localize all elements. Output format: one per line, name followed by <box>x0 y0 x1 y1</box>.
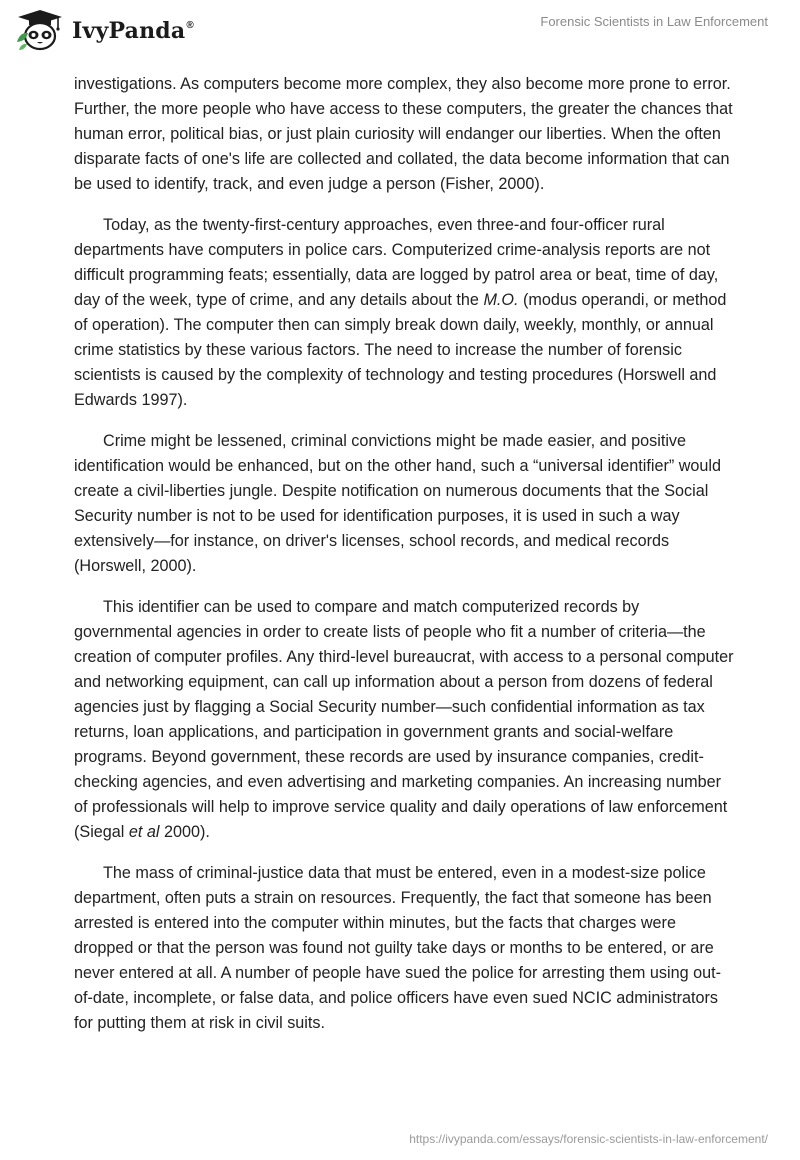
panda-graduate-icon <box>14 8 66 54</box>
paragraph-3: Crime might be lessened, criminal convictions might be made easier, and positive identification would be enhanced, but on the other hand, such a “universal identifier” would create a civil-liberties jungle. Despite notification on numerous documents that the Social Security number is not to be used for identification purposes, it is used in such a way extensively—for instance, on driver's licenses, school records, and medical records (Horswell, 2000). <box>74 432 722 575</box>
paragraph-5: The mass of criminal-justice data that must be entered, even in a modest-size police department, often puts a strain on resources. Frequently, the fact that someone has been arrested is entered into the computer within minutes, but the facts that charges were dropped or that the person was found not guilty take days or months to be entered, or are never entered at all. A number of people have sued the police for arresting them using out-of-date, incomplete, or false data, and police officers have even sued NCIC administrators for putting them at risk in civil suits. <box>74 864 722 1032</box>
et-al-term: et al <box>128 823 160 841</box>
registered-mark: ® <box>186 20 194 31</box>
page-header <box>0 0 800 62</box>
source-url-link[interactable]: https://ivypanda.com/essays/forensic-scientists-in-law-enforcement/ <box>409 1132 768 1146</box>
mo-term: M.O. <box>483 291 519 309</box>
ivypanda-logo[interactable] <box>14 8 194 54</box>
brand-name: IvyPanda® <box>72 18 194 44</box>
paragraph-2: Today, as the twenty-first-century approaches, even three-and four-officer rural departments have computers in police cars. Computerized crime-analysis reports are not difficult programming feats; essentially, data are logged by patrol area or beat, time of day, day of the week, type of crime, and any details about the M.O. (modus operandi, or method of operation). The computer then can simply break down daily, weekly, monthly, or annual crime statistics by these various factors. The need to increase the number of forensic scientists is caused by the complexity of technology and testing procedures (Horswell and Edwards 1997). <box>74 216 727 409</box>
document-title: Forensic Scientists in Law Enforcement <box>540 14 768 29</box>
essay-body <box>74 72 734 1052</box>
paragraph-1: investigations. As computers become more complex, they also become more prone to error. Further, the more people who have access to these computers, the greater the chances that human error, political bias, or just plain curiosity will endanger our liberties. When the often disparate facts of one's life are collected and collated, the data become information that can be used to identify, track, and even judge a person (Fisher, 2000). <box>74 75 733 193</box>
paragraph-4: This identifier can be used to compare and match computerized records by governmental agencies in order to create lists of people who fit a number of criteria—the creation of computer profiles. Any third-level bureaucrat, with access to a personal computer and networking equipment, can call up information about a person from dozens of federal agencies just by flagging a Social Security number—such confidential information as tax returns, loan applications, and participation in government grants and social-welfare programs. Beyond government, these records are used by insurance companies, credit-checking agencies, and even advertising and marketing companies. An increasing number of professionals will help to improve service quality and daily operations of law enforcement (Siegal et al 2000). <box>74 598 734 841</box>
